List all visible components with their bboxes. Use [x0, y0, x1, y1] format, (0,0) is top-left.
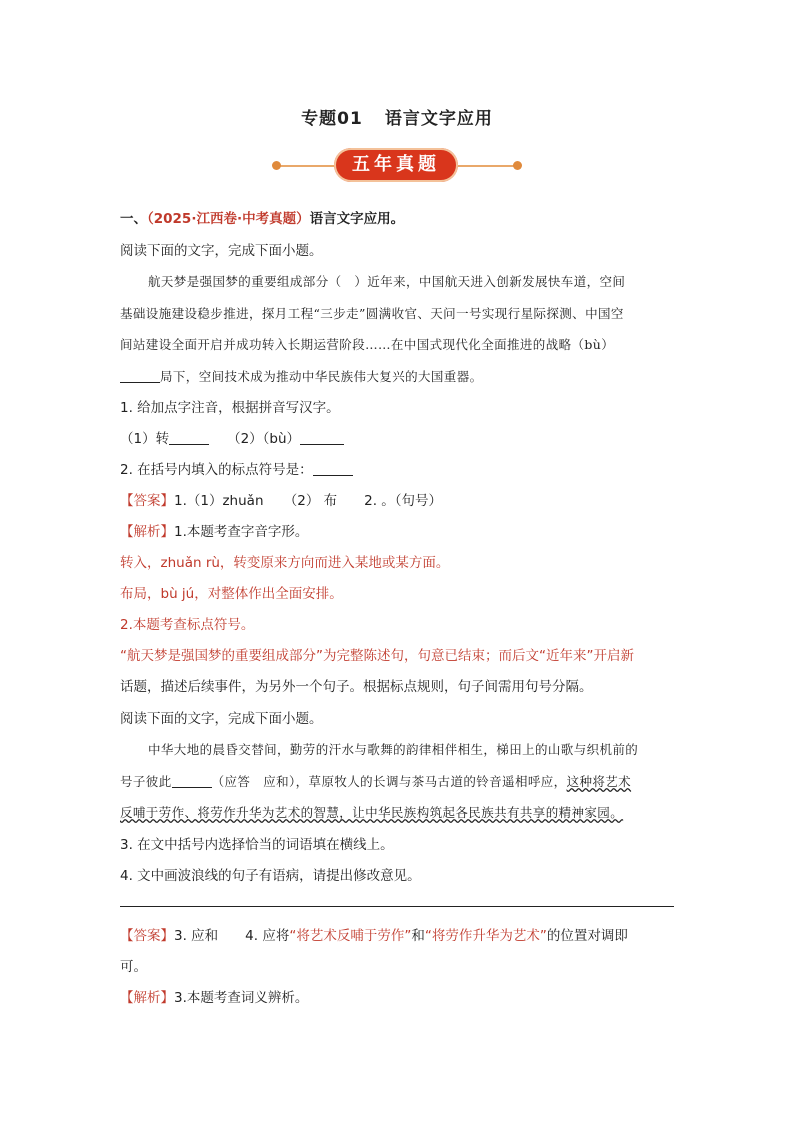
analysis-text: 1.本题考查字音字形。 — [174, 524, 309, 540]
answer-tag-2: 【答案】 — [120, 928, 174, 944]
answer-tag: 【答案】 — [120, 493, 174, 509]
sub-1-item-b: （2）（bù） — [227, 431, 301, 447]
wavy-sentence-end: 反哺于劳作、将劳作升华为艺术的智慧，让中华民族构筑起各民族共有共享的精神家园。 — [120, 805, 624, 820]
passage-line-4 — [120, 368, 483, 386]
passage2-seg-a: 号子彼此 — [120, 774, 172, 789]
analysis-line-1 — [120, 523, 308, 541]
analysis-line-2: 转入，zhuǎn rù，转变原来方向而进入某地或某方面。 — [120, 555, 450, 571]
analysis-tag-2: 【解析】 — [120, 990, 174, 1006]
wavy-sentence-start: 这种将艺术 — [566, 774, 632, 789]
analysis-line-5: “航天梦是强国梦的重要组成部分”为完整陈述句，句意已结束；而后文“近年来”开启新 — [120, 648, 634, 664]
sub-question-3: 3. 在文中括号内选择恰当的词语填在横线上。 — [120, 837, 394, 853]
passage-line-4-text: 局下，空间技术成为推动中华民族伟大复兴的大国重器。 — [160, 369, 483, 384]
answer-line-2-cont: 可。 — [120, 959, 147, 975]
sub-2-text: 2. 在括号内填入的标点符号是： — [120, 462, 313, 478]
sub-question-1-blanks — [120, 430, 344, 448]
sub-question-2 — [120, 461, 353, 479]
sub-question-4: 4. 文中画波浪线的句子有语病，请提出修改意见。 — [120, 868, 421, 884]
analysis2-text: 3.本题考查词义辨析。 — [174, 990, 309, 1006]
passage-line-3: 间站建设全面开启并成功转入长期运营阶段……在中国式现代化全面推进的战略（bù） — [120, 337, 615, 352]
title-topic-name: 语言文字应用 — [384, 109, 493, 129]
answer2-seg-b: “将艺术反哺于劳作” — [289, 928, 412, 944]
sub-1-item-a: （1）转 — [120, 431, 170, 447]
analysis-tag: 【解析】 — [120, 524, 174, 540]
analysis-line-4: 2.本题考查标点符号。 — [120, 617, 255, 633]
banner-label: 五年真题 — [334, 148, 458, 182]
answer2-seg-d: “将劳作升华为艺术” — [424, 928, 547, 944]
passage-line-1: 航天梦是强国梦的重要组成部分（ ）近年来，中国航天进入创新发展快车道，空间 — [148, 274, 626, 289]
answer-blank — [172, 773, 212, 788]
answer-blank — [300, 430, 344, 445]
passage2-line-1: 中华大地的晨昏交替间，勤劳的汗水与歌舞的韵律相伴相生，梯田上的山歌与织机前的 — [148, 742, 639, 757]
question-number: 一、 — [120, 211, 147, 227]
answer-line — [120, 492, 442, 510]
answer-text: 1.（1）zhuǎn （2） 布 2. 。（句号） — [174, 493, 443, 509]
instruction-text: 阅读下面的文字，完成下面小题。 — [120, 243, 323, 259]
question-source: （2025·江西卷·中考真题） — [147, 211, 310, 227]
passage-line-2: 基础设施建设稳步推进，探月工程“三步走”圆满收官、天问一号实现行星际探测、中国空 — [120, 306, 624, 321]
passage2-line-2 — [120, 773, 631, 791]
sub-question-1: 1. 给加点字注音，根据拼音写汉字。 — [120, 400, 340, 416]
banner-right-line — [456, 165, 520, 167]
answer-blank — [313, 461, 353, 476]
question-heading — [120, 210, 404, 228]
passage2-seg-b: （应答 应和），草原牧人的长调与茶马古道的铃音遥相呼应， — [211, 774, 567, 789]
answer-blank — [120, 368, 160, 383]
question-topic: 语言文字应用。 — [309, 211, 405, 227]
separator-line — [120, 906, 674, 907]
instruction-text-2: 阅读下面的文字，完成下面小题。 — [120, 711, 323, 727]
passage2-line-3 — [120, 804, 623, 822]
banner-left-dot — [272, 161, 281, 170]
title-topic-number: 专题01 — [301, 109, 363, 129]
answer2-seg-e: 的位置对调即 — [546, 928, 628, 944]
answer2-seg-a: 3. 应和 4. 应将 — [174, 928, 290, 944]
banner-left-line — [274, 165, 338, 167]
section-banner — [272, 148, 522, 184]
answer-line-2 — [120, 927, 628, 945]
analysis-line-2-1 — [120, 989, 308, 1007]
banner-right-dot — [513, 161, 522, 170]
answer2-seg-c: 和 — [411, 928, 425, 944]
page-title — [0, 104, 794, 129]
analysis-line-6: 话题，描述后续事件，为另外一个句子。根据标点规则，句子间需用句号分隔。 — [120, 679, 593, 695]
answer-blank — [169, 430, 209, 445]
analysis-line-3: 布局，bù jú，对整体作出全面安排。 — [120, 586, 343, 602]
